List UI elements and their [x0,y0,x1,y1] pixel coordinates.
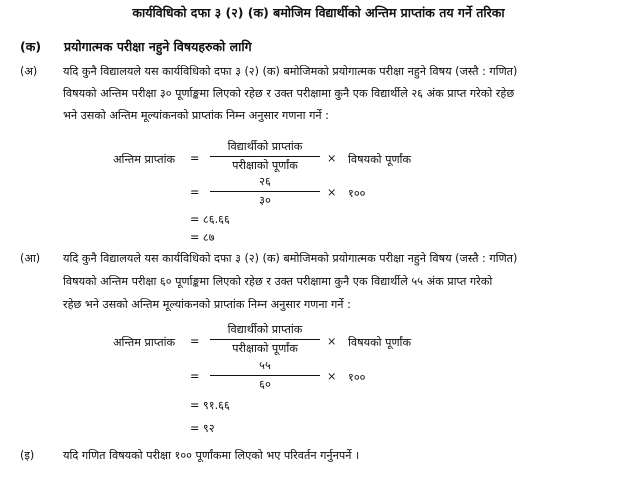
numeric-fraction [210,358,320,392]
equals-sign: = [190,152,200,165]
paragraph-line: रहेछ भने उसको अन्तिम मूल्यांकनको प्राप्तांक निम्न अनुसार गणना गर्ने : [63,298,351,311]
times-sign: × [327,152,337,165]
paragraph-line: विषयको अन्तिम परीक्षा ६० पूर्णाङ्कमा लिएको रहेछ र उक्त परीक्षामा कुनै एक विद्यार्थीले ५५ अंक प्राप्त गरेको [63,275,493,288]
equals-sign: = [190,186,200,199]
formula-multiplier: विषयको पूर्णांक [348,153,412,166]
fraction-bar [210,375,320,376]
equals-sign: = [190,335,200,348]
numeric-fraction [210,174,320,208]
paragraph-line: यदि गणित विषयको परीक्षा १०० पूर्णांकमा लिएको भए परिवर्तन गर्नुनपर्ने । [63,449,360,462]
fraction-bar [210,156,320,157]
formula-fraction [210,322,320,356]
step-multiplier: १०० [348,371,366,384]
times-sign: × [327,186,337,199]
paragraph-line: भने उसको अन्तिम मूल्यांकनको प्राप्तांक निम्न अनुसार गणना गर्ने : [63,109,329,122]
paragraph-line: यदि कुनै विद्यालयले यस कार्यविधिको दफा ३ (२) (क) बमोजिमको प्रयोगात्मक परीक्षा नहुने विषय (जस्तै : गणित) [63,65,518,78]
paragraph-line: यदि कुनै विद्यालयले यस कार्यविधिको दफा ३ (२) (क) बमोजिमको प्रयोगात्मक परीक्षा नहुने विषय (जस्तै : गणित) [63,252,518,265]
fraction-numerator: विद्यार्थीको प्राप्तांक [227,323,303,336]
page-title: कार्यविधिको दफा ३ (२) (क) बमोजिम विद्यार्थीको अन्तिम प्राप्तांक तय गर्ने तरिका [132,5,505,20]
section-heading: प्रयोगात्मक परीक्षा नहुने विषयहरुको लागि [64,39,252,54]
formula-lhs: अन्तिम प्राप्तांक [113,336,176,349]
step-multiplier: १०० [348,187,366,200]
times-sign: × [327,370,337,383]
fraction-denominator: ३० [259,194,271,207]
fraction-numerator: ५५ [259,359,271,372]
rounded-result: = ८७ [190,231,215,244]
equals-sign: = [190,370,200,383]
fraction-denominator: परीक्षाको पूर्णांक [232,342,298,355]
item-marker: (आ) [20,252,41,265]
fraction-numerator: २६ [259,175,271,188]
item-marker: (इ) [20,449,35,462]
fraction-denominator: ६० [259,378,271,391]
fraction-bar [210,339,320,340]
result-value: = ९१.६६ [190,399,230,412]
formula-multiplier: विषयको पूर्णांक [348,336,412,349]
fraction-numerator: विद्यार्थीको प्राप्तांक [227,140,303,153]
result-value: = ८६.६६ [190,213,230,226]
item-marker: (अ) [20,65,38,78]
fraction-bar [210,191,320,192]
section-marker: (क) [20,39,42,54]
formula-fraction [210,139,320,173]
formula-lhs: अन्तिम प्राप्तांक [113,153,176,166]
paragraph-line: विषयको अन्तिम परीक्षा ३० पूर्णाङ्कमा लिएको रहेछ र उक्त परीक्षामा कुनै एक विद्यार्थीले २६ अंक प्राप्त गरेको रहेछ [63,87,515,100]
times-sign: × [327,335,337,348]
fraction-denominator: परीक्षाको पूर्णांक [232,159,298,172]
rounded-result: = ९२ [190,422,215,435]
